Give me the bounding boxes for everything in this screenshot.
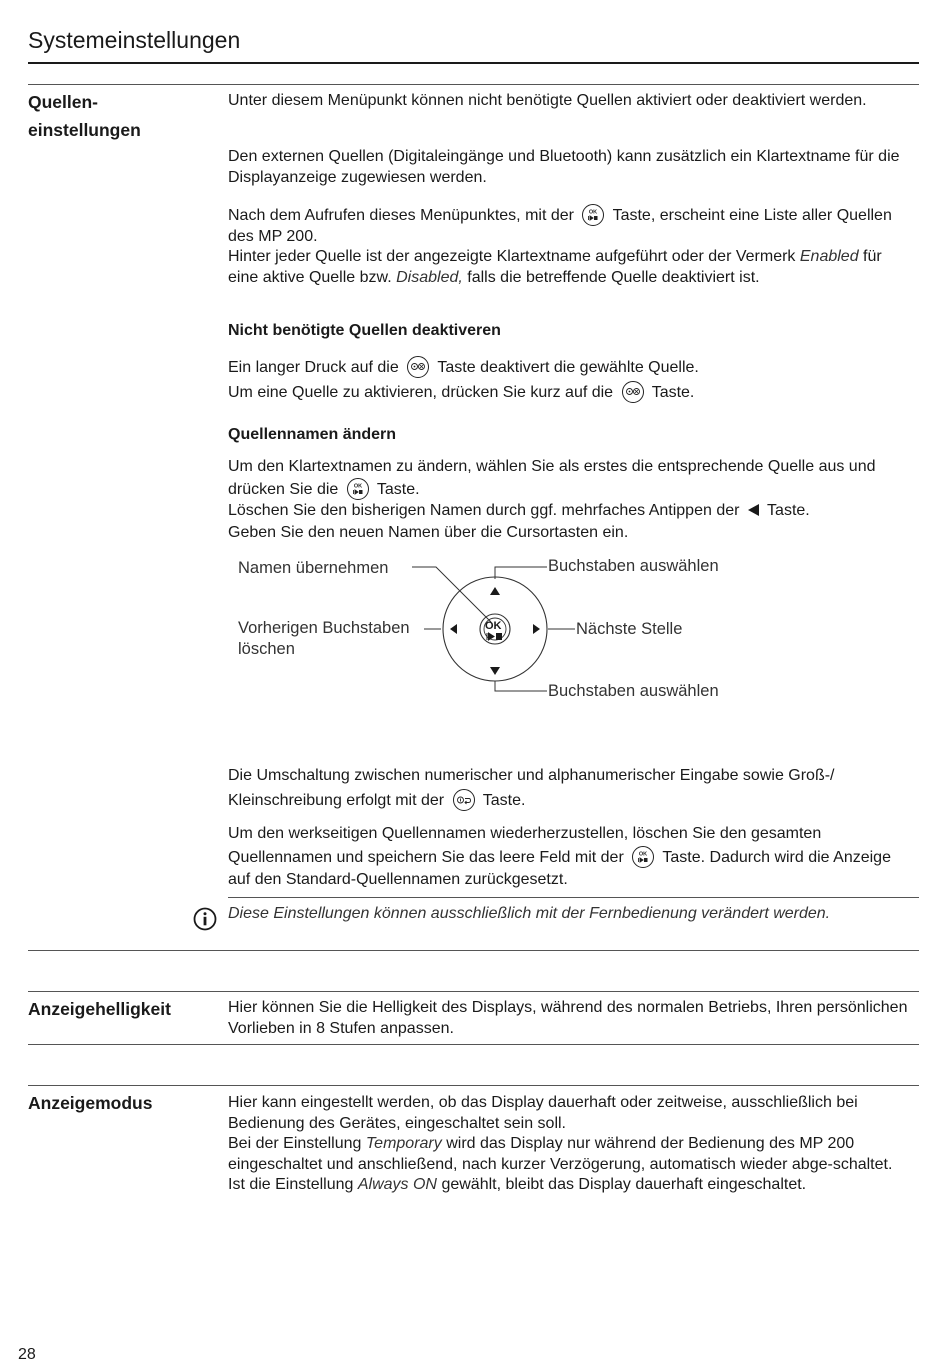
svg-text:OK: OK xyxy=(353,483,362,489)
subheading-rename: Quellennamen ändern xyxy=(228,426,397,443)
svg-text:OK: OK xyxy=(639,851,648,857)
section-divider xyxy=(28,1044,919,1045)
section-divider xyxy=(28,84,919,85)
subheading-deactivate: Nicht benötigte Quellen deaktiveren xyxy=(228,322,501,339)
ok-key-label: OK xyxy=(485,620,502,632)
sources-paragraph-2 xyxy=(228,147,913,188)
section-title-line: einstellungen xyxy=(28,120,141,140)
sources-paragraph-6 xyxy=(228,764,913,813)
temporary-term: Temporary xyxy=(365,1135,442,1152)
text-segment: Um eine Quelle zu aktivieren, drücken Sie kurz auf die xyxy=(228,384,614,401)
sources-paragraph-7 xyxy=(228,823,913,892)
info-icon xyxy=(193,907,217,938)
page-number: 28 xyxy=(18,1346,36,1363)
text-segment: Löschen Sie den bisherigen Namen durch ggf. mehrfaches Antippen der xyxy=(228,502,740,519)
brightness-text xyxy=(228,998,913,1039)
note-divider xyxy=(228,897,919,898)
label-select-letter-down: Buchstaben auswählen xyxy=(548,682,719,700)
disabled-term: Disabled, xyxy=(396,268,463,286)
text-segment: Taste deaktivert die gewählte Quelle. xyxy=(437,359,699,376)
label-line: Vorherigen Buchstaben xyxy=(238,619,410,637)
text-segment: Bei der Einstellung xyxy=(228,1135,362,1152)
paragraph-text: Den externen Quellen (Digitaleingänge und Bluetooth) kann zusätzlich ein Klartextname für die Displayanzeige zugewiesen werden. xyxy=(228,148,900,186)
text-segment: wird das Display nur während der Bedienung des MP 200 eingeschaltet und anschließend, nach kurzer Verzögerung, automatisch wieder abge-schaltet. xyxy=(228,1135,893,1173)
label-select-letter-up: Buchstaben auswählen xyxy=(548,557,719,575)
text-segment: gewählt, bleibt das Display dauerhaft eingeschaltet. xyxy=(441,1176,807,1193)
text-segment: für eine aktive Quelle bzw. xyxy=(228,248,882,286)
section-title-line: Quellen- xyxy=(28,92,99,112)
left-arrow-icon xyxy=(748,504,759,516)
cursor-keys-diagram xyxy=(228,550,788,700)
sources-paragraph-5 xyxy=(228,456,913,543)
paragraph-text: Hier können Sie die Helligkeit des Displays, während des normalen Betriebs, Ihren persönlichen Vorlieben in 8 Stufen anpassen. xyxy=(228,999,908,1037)
text-segment: Taste. Dadurch wird die Anzeige auf den Standard-Quellennamen zurückgesetzt. xyxy=(228,848,891,888)
display-mode-text xyxy=(228,1093,913,1196)
section-divider xyxy=(28,950,919,951)
text-segment: Taste. xyxy=(482,791,526,809)
text-segment: Um den werkseitigen Quellennamen wiederherzustellen, löschen Sie den gesamten Quellennamen und speichern Sie das leere Feld mit der xyxy=(228,825,822,866)
paragraph-text: Unter diesem Menüpunkt können nicht benötigte Quellen aktiviert oder deaktiviert werden. xyxy=(228,92,867,109)
text-segment: Nach dem Aufrufen dieses Menüpunktes, mit der xyxy=(228,207,574,224)
text-segment: Ist die Einstellung xyxy=(228,1176,354,1193)
paragraph-text: Hier kann eingestellt werden, ob das Display dauerhaft oder zeitweise, ausschließlich bei Bedienung des Gerätes, eingeschaltet sein soll. xyxy=(228,1094,858,1132)
text-segment: falls die betreffende Quelle deaktiviert ist. xyxy=(467,268,760,286)
ok-play-button-icon xyxy=(347,478,369,500)
ok-play-button-icon xyxy=(582,204,604,226)
sources-paragraph-3 xyxy=(228,204,913,288)
text-segment: Ein langer Druck auf die xyxy=(228,359,399,376)
page-title: Systemeinstellungen xyxy=(28,27,241,53)
label-accept-name: Namen übernehmen xyxy=(238,559,389,577)
sources-paragraph-4 xyxy=(228,355,913,405)
section-title-display-mode: Anzeigemodus xyxy=(28,1093,153,1113)
section-divider xyxy=(28,1085,919,1086)
label-next-position: Nächste Stelle xyxy=(576,620,683,638)
enabled-term: Enabled xyxy=(799,248,859,265)
text-segment: Taste. xyxy=(651,384,695,401)
sources-paragraph-1 xyxy=(228,91,913,112)
text-segment: Taste. xyxy=(767,502,810,519)
section-title-brightness: Anzeigehelligkeit xyxy=(28,999,171,1019)
ok-play-button-icon xyxy=(632,846,654,868)
text-segment: Um den Klartextnamen zu ändern, wählen Sie als erstes die entsprechende Quelle aus und drücken Sie die xyxy=(228,458,876,498)
header-divider xyxy=(28,62,919,64)
text-segment: Taste. xyxy=(376,480,420,498)
input-mode-button-icon xyxy=(453,789,475,811)
section-divider xyxy=(28,991,919,992)
svg-text:OK: OK xyxy=(589,209,598,216)
text-segment: Die Umschaltung zwischen numerischer und alphanumerischer Eingabe sowie Groß-/ Kleinschreibung erfolgt mit der xyxy=(228,767,835,809)
section-title-sources xyxy=(28,88,141,144)
info-note: Diese Einstellungen können ausschließlich mit der Fernbedienung verändert werden. xyxy=(228,905,831,922)
mute-button-icon xyxy=(622,381,644,403)
text-segment: Hinter jeder Quelle ist der angezeigte Klartextname aufgeführt oder der Vermerk xyxy=(228,248,796,265)
label-delete-previous xyxy=(238,618,410,659)
text-segment: Taste, erscheint eine Liste aller Quellen des MP 200. xyxy=(228,207,892,245)
always-on-term: Always ON xyxy=(357,1176,437,1193)
label-line: löschen xyxy=(238,639,295,658)
text-segment: Geben Sie den neuen Namen über die Cursortasten ein. xyxy=(228,523,629,541)
mute-button-icon xyxy=(407,356,429,378)
